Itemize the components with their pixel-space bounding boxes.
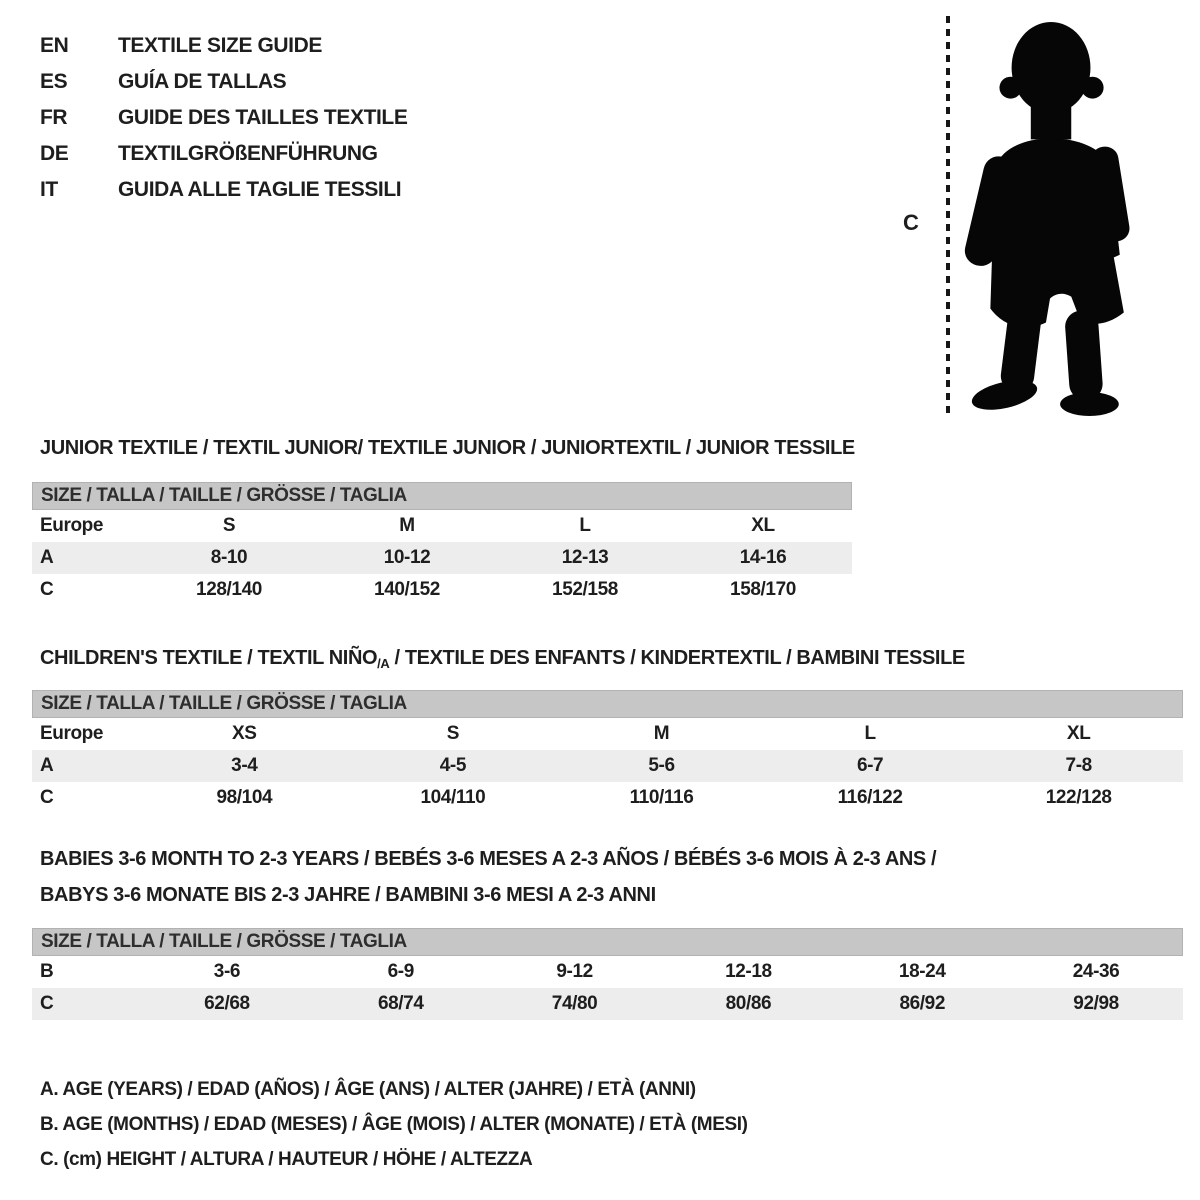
table-cell: 80/86 — [725, 993, 772, 1014]
table-row — [32, 750, 1183, 782]
table-cell: 3-4 — [231, 755, 258, 776]
table-cell: XL — [751, 515, 775, 536]
language-row — [40, 64, 407, 100]
row-label: C — [40, 787, 54, 808]
table-cell: 122/128 — [1045, 787, 1112, 808]
row-label: C — [40, 579, 54, 600]
table-row — [32, 988, 1183, 1020]
table-row — [32, 782, 1183, 814]
row-label: Europe — [40, 515, 104, 536]
babies-size-table — [32, 928, 1183, 1020]
table-cell: 14-16 — [739, 547, 787, 568]
language-code: ES — [40, 70, 68, 93]
legend-notes — [40, 1072, 748, 1177]
size-header-bar: SIZE / TALLA / TAILLE / GRÖSSE / TAGLIA — [32, 928, 1183, 956]
table-cell: 116/122 — [837, 787, 903, 808]
children-title-text-2: / TEXTILE DES ENFANTS / KINDERTEXTIL / BAMBINI TESSILE — [389, 647, 965, 669]
language-guide-title: GUÍA DE TALLAS — [118, 70, 287, 93]
legend-note: B. AGE (MONTHS) / EDAD (MESES) / ÂGE (MOIS) / ALTER (MONATE) / ETÀ (MESI) — [40, 1113, 748, 1135]
table-row — [32, 510, 852, 542]
table-cell: 152/158 — [552, 579, 618, 600]
table-cell: 7-8 — [1065, 755, 1092, 776]
table-rows — [32, 718, 1183, 814]
table-cell: 18-24 — [898, 961, 946, 982]
language-code: DE — [40, 142, 69, 165]
table-cell: 10-12 — [383, 547, 431, 568]
table-cell: L — [864, 723, 876, 744]
legend-note: C. (cm) HEIGHT / ALTURA / HAUTEUR / HÖHE / ALTEZZA — [40, 1148, 533, 1170]
table-cell: M — [399, 515, 415, 536]
language-row — [40, 172, 407, 208]
table-row — [32, 542, 852, 574]
height-measure-label: C — [903, 210, 919, 235]
table-cell: 158/170 — [730, 579, 796, 600]
language-code: EN — [40, 34, 69, 57]
table-cell: L — [579, 515, 591, 536]
babies-section-title-line2: BABYS 3-6 MONATE BIS 2-3 JAHRE / BAMBINI 3-6 MESI A 2-3 ANNI — [40, 884, 656, 906]
table-rows — [32, 956, 1183, 1020]
toddler-silhouette-image — [958, 14, 1140, 417]
language-guide-title: GUIDA ALLE TAGLIE TESSILI — [118, 178, 402, 201]
language-guide-title: GUIDE DES TAILLES TEXTILE — [118, 106, 408, 129]
size-header-bar: SIZE / TALLA / TAILLE / GRÖSSE / TAGLIA — [32, 482, 852, 510]
table-rows — [32, 510, 852, 606]
language-code: FR — [40, 106, 68, 129]
row-label: A — [40, 755, 54, 776]
table-cell: S — [446, 723, 460, 744]
junior-section-title: JUNIOR TEXTILE / TEXTIL JUNIOR/ TEXTILE JUNIOR / JUNIORTEXTIL / JUNIOR TESSILE — [40, 437, 855, 459]
language-code: IT — [40, 178, 58, 201]
table-cell: 5-6 — [648, 755, 675, 776]
language-title-list — [40, 28, 407, 208]
children-size-table — [32, 690, 1183, 814]
children-section-title — [40, 647, 965, 671]
table-cell: 12-18 — [725, 961, 772, 982]
table-cell: 6-9 — [387, 961, 414, 982]
table-cell: 62/68 — [204, 993, 250, 1014]
height-measure-dashed-line — [946, 16, 950, 418]
table-cell: XS — [232, 723, 257, 744]
row-label: B — [40, 961, 54, 982]
language-row — [40, 100, 407, 136]
table-cell: 104/110 — [420, 787, 486, 808]
table-cell: 4-5 — [439, 755, 467, 776]
babies-section-title-line1: BABIES 3-6 MONTH TO 2-3 YEARS / BEBÉS 3-6 MESES A 2-3 AÑOS / BÉBÉS 3-6 MOIS À 2-3 ANS / — [40, 848, 937, 870]
size-header-bar: SIZE / TALLA / TAILLE / GRÖSSE / TAGLIA — [32, 690, 1183, 718]
table-row — [32, 574, 852, 606]
language-row — [40, 136, 407, 172]
table-cell: XL — [1066, 723, 1091, 744]
table-cell: 110/116 — [629, 787, 694, 808]
table-cell: 8-10 — [210, 547, 248, 568]
table-cell: 86/92 — [899, 993, 945, 1014]
table-cell: 12-13 — [561, 547, 609, 568]
table-cell: 98/104 — [216, 787, 273, 808]
legend-note: A. AGE (YEARS) / EDAD (AÑOS) / ÂGE (ANS) / ALTER (JAHRE) / ETÀ (ANNI) — [40, 1078, 696, 1100]
junior-size-table — [32, 482, 852, 606]
language-guide-title: TEXTILE SIZE GUIDE — [118, 34, 322, 57]
table-row — [32, 718, 1183, 750]
table-cell: 9-12 — [556, 961, 593, 982]
table-cell: 74/80 — [551, 993, 598, 1014]
table-row — [32, 956, 1183, 988]
row-label: A — [40, 547, 54, 568]
table-cell: 3-6 — [213, 961, 241, 982]
table-cell: 24-36 — [1072, 961, 1120, 982]
table-cell: 128/140 — [196, 579, 262, 600]
table-cell: S — [222, 515, 236, 536]
children-title-text: CHILDREN'S TEXTILE / TEXTIL NIÑO — [40, 647, 378, 669]
table-cell: 92/98 — [1073, 993, 1119, 1014]
row-label: Europe — [40, 723, 104, 744]
language-guide-title: TEXTILGRÖßENFÜHRUNG — [118, 142, 378, 165]
table-cell: 140/152 — [374, 579, 440, 600]
table-cell: M — [653, 723, 670, 744]
row-label: C — [40, 993, 54, 1014]
table-cell: 68/74 — [377, 993, 424, 1014]
children-title-subscript: /A — [377, 656, 390, 671]
language-row — [40, 28, 407, 64]
table-cell: 6-7 — [856, 755, 884, 776]
